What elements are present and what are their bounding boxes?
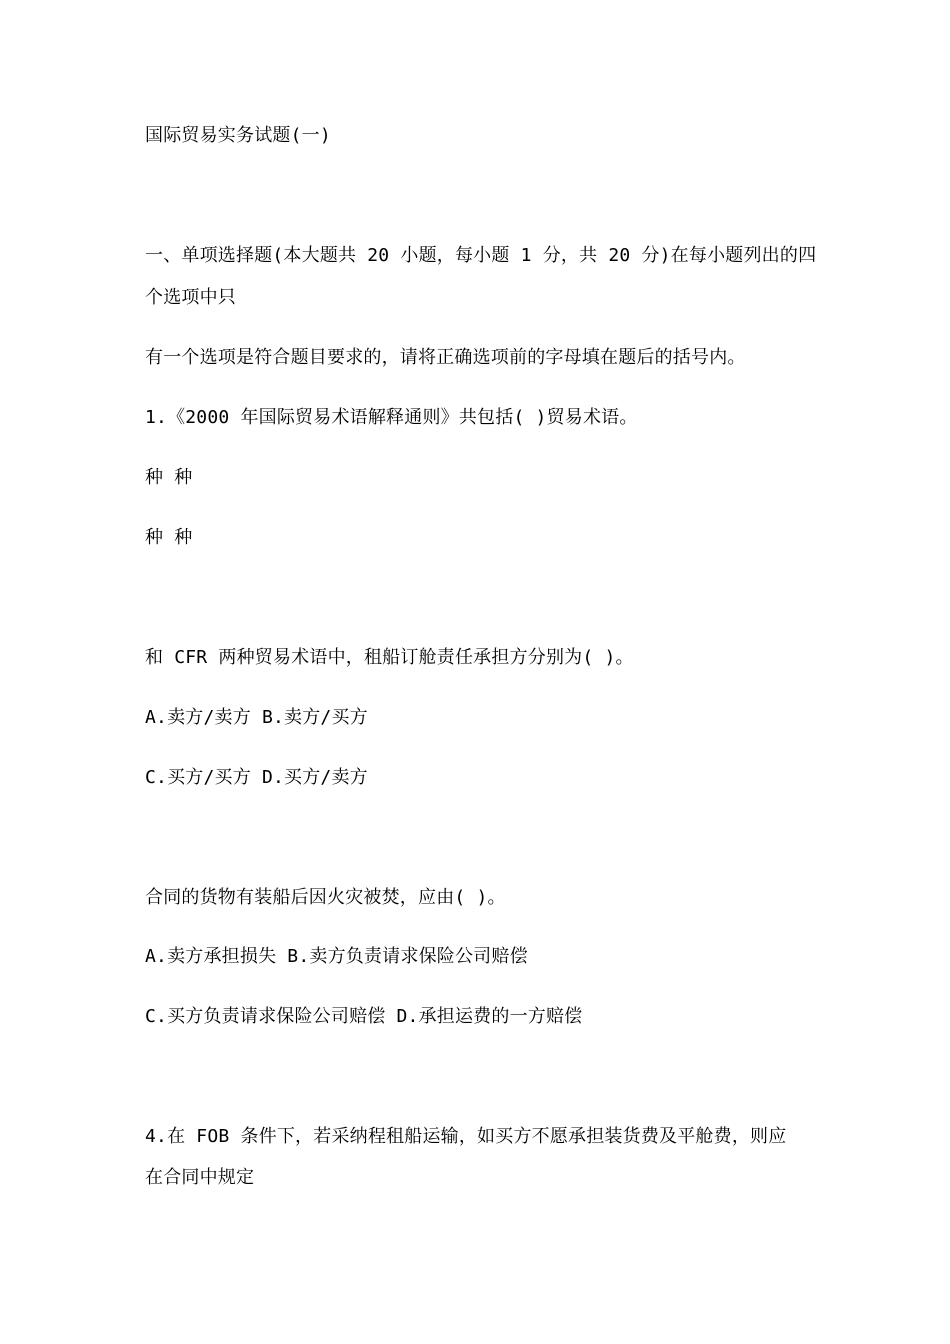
question-2-options-row-2: C.买方/买方 D.买方/卖方 [145,767,368,788]
question-1-stem: 1.《2000 年国际贸易术语解释通则》共包括( )贸易术语。 [145,407,638,428]
section-header-line-2: 个选项中只 [145,287,236,308]
question-3-stem: 合同的货物有装船后因火灾被焚，应由( )。 [145,887,506,908]
question-2-stem: 和 CFR 两种贸易术语中，租船订舱责任承担方分别为( )。 [145,647,634,668]
document-title: 国际贸易实务试题(一) [145,125,331,146]
question-1-options-row-2: 种 种 [145,527,193,548]
question-4-stem-line-2: 在合同中规定 [145,1167,255,1188]
instruction-text: 有一个选项是符合题目要求的，请将正确选项前的字母填在题后的括号内。 [145,347,746,368]
question-4-stem-line-1: 4.在 FOB 条件下，若采纳程租船运输，如买方不愿承担装货费及平舱费，则应 [145,1126,787,1147]
question-3-options-row-2: C.买方负责请求保险公司赔偿 D.承担运费的一方赔偿 [145,1006,583,1027]
question-3-options-row-1: A.卖方承担损失 B.卖方负责请求保险公司赔偿 [145,946,528,967]
question-1-options-row-1: 种 种 [145,467,193,488]
question-2-options-row-1: A.卖方/卖方 B.卖方/买方 [145,707,368,728]
section-header-line-1: 一、单项选择题(本大题共 20 小题，每小题 1 分，共 20 分)在每小题列出的四 [145,245,817,266]
